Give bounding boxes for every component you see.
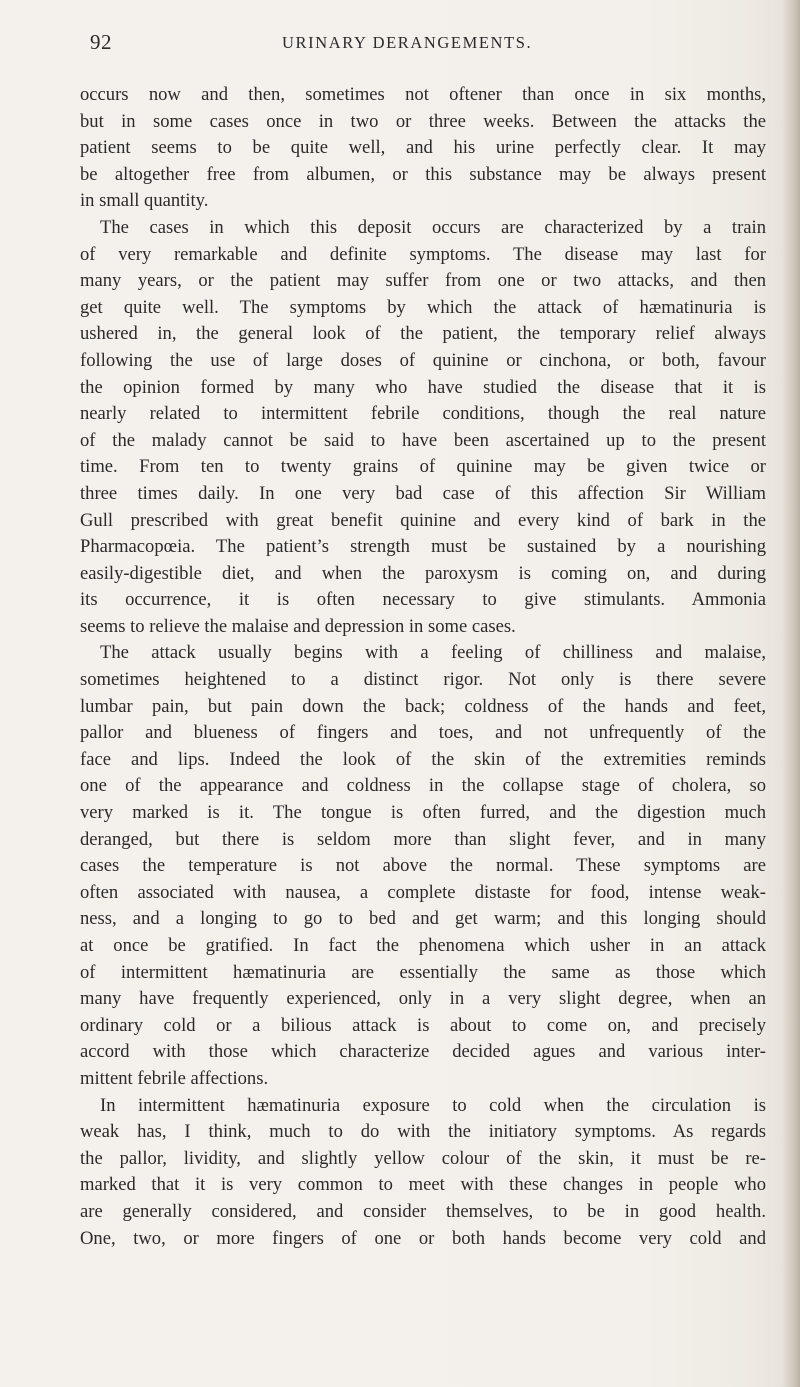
text-line: ordinary cold or a bilious attack is about to come on, and precisely — [80, 1014, 766, 1036]
text-line: lumbar pain, but pain down the back; coldness of the hands and feet, — [80, 695, 766, 717]
text-line: of the malady cannot be said to have been ascertained up to the present — [80, 429, 766, 451]
text-line: accord with those which characterize decided agues and various inter- — [80, 1041, 766, 1063]
text-line: many years, or the patient may suffer from one or two attacks, and then — [80, 270, 766, 292]
text-line: be altogether free from albumen, or this substance may be always present — [80, 163, 766, 185]
text-line: pallor and blueness of fingers and toes, and not unfrequently of the — [80, 722, 766, 744]
text-line: The attack usually begins with a feeling of chilliness and malaise, — [100, 642, 766, 664]
text-line: are generally considered, and consider themselves, to be in good health. — [80, 1200, 766, 1222]
text-line: of very remarkable and definite symptoms. The disease may last for — [80, 243, 766, 265]
page-number: 92 — [90, 30, 112, 54]
body-text — [80, 82, 766, 1252]
text-line: the pallor, lividity, and slightly yellow colour of the skin, it must be re- — [80, 1147, 766, 1169]
text-line: patient seems to be quite well, and his urine perfectly clear. It may — [80, 137, 766, 159]
text-line: The cases in which this deposit occurs are characterized by a train — [100, 216, 766, 238]
text-line: nearly related to intermittent febrile conditions, though the real nature — [80, 403, 766, 425]
text-line: deranged, but there is seldom more than slight fever, and in many — [80, 828, 766, 850]
text-line: In intermittent hæmatinuria exposure to cold when the circulation is — [100, 1094, 766, 1116]
page-header — [90, 30, 750, 60]
text-line: in small quantity. — [80, 190, 209, 212]
text-line: ushered in, the general look of the patient, the temporary relief always — [80, 323, 766, 345]
text-line: seems to relieve the malaise and depression in some cases. — [80, 615, 516, 637]
text-line: of intermittent hæmatinuria are essentially the same as those which — [80, 961, 766, 983]
text-line: three times daily. In one very bad case of this affection Sir William — [80, 482, 766, 504]
text-line: Gull prescribed with great benefit quinine and every kind of bark in the — [80, 509, 766, 531]
text-line: weak has, I think, much to do with the initiatory symptoms. As regards — [80, 1121, 766, 1143]
text-line: the opinion formed by many who have studied the disease that it is — [80, 376, 766, 398]
text-line: very marked is it. The tongue is often furred, and the digestion much — [80, 802, 766, 824]
page-binding-edge — [782, 0, 800, 1387]
text-line: occurs now and then, sometimes not oftener than once in six months, — [80, 84, 766, 105]
text-line: following the use of large doses of quinine or cinchona, or both, favour — [80, 349, 766, 371]
text-line: but in some cases once in two or three weeks. Between the attacks the — [80, 110, 766, 132]
text-line: mittent febrile affections. — [80, 1067, 269, 1089]
text-line: at once be gratified. In fact the phenomena which usher in an attack — [80, 935, 766, 956]
text-line: one of the appearance and coldness in the collapse stage of cholera, so — [80, 775, 766, 797]
text-line: its occurrence, it is often necessary to give stimulants. Ammonia — [80, 589, 766, 611]
text-line: face and lips. Indeed the look of the skin of the extremities reminds — [80, 748, 766, 770]
text-line: One, two, or more fingers of one or both hands become very cold and — [80, 1227, 766, 1249]
running-head: URINARY DERANGEMENTS. — [282, 33, 533, 52]
text-line: ness, and a longing to go to bed and get warm; and this longing should — [80, 908, 766, 930]
text-line: many have frequently experienced, only in a very slight degree, when an — [80, 988, 766, 1010]
text-line: Pharmacopœia. The patient’s strength must be sustained by a nourishing — [80, 536, 766, 558]
text-line: easily-digestible diet, and when the paroxysm is coming on, and during — [80, 562, 766, 584]
text-line: time. From ten to twenty grains of quinine may be given twice or — [80, 456, 766, 478]
text-line: sometimes heightened to a distinct rigor. Not only is there severe — [80, 669, 766, 691]
text-line: get quite well. The symptoms by which the attack of hæmatinuria is — [80, 296, 766, 318]
text-line: cases the temperature is not above the normal. These symptoms are — [80, 855, 766, 877]
text-line: marked that it is very common to meet with these changes in people who — [80, 1174, 766, 1196]
text-line: often associated with nausea, a complete distaste for food, intense weak- — [80, 881, 766, 903]
